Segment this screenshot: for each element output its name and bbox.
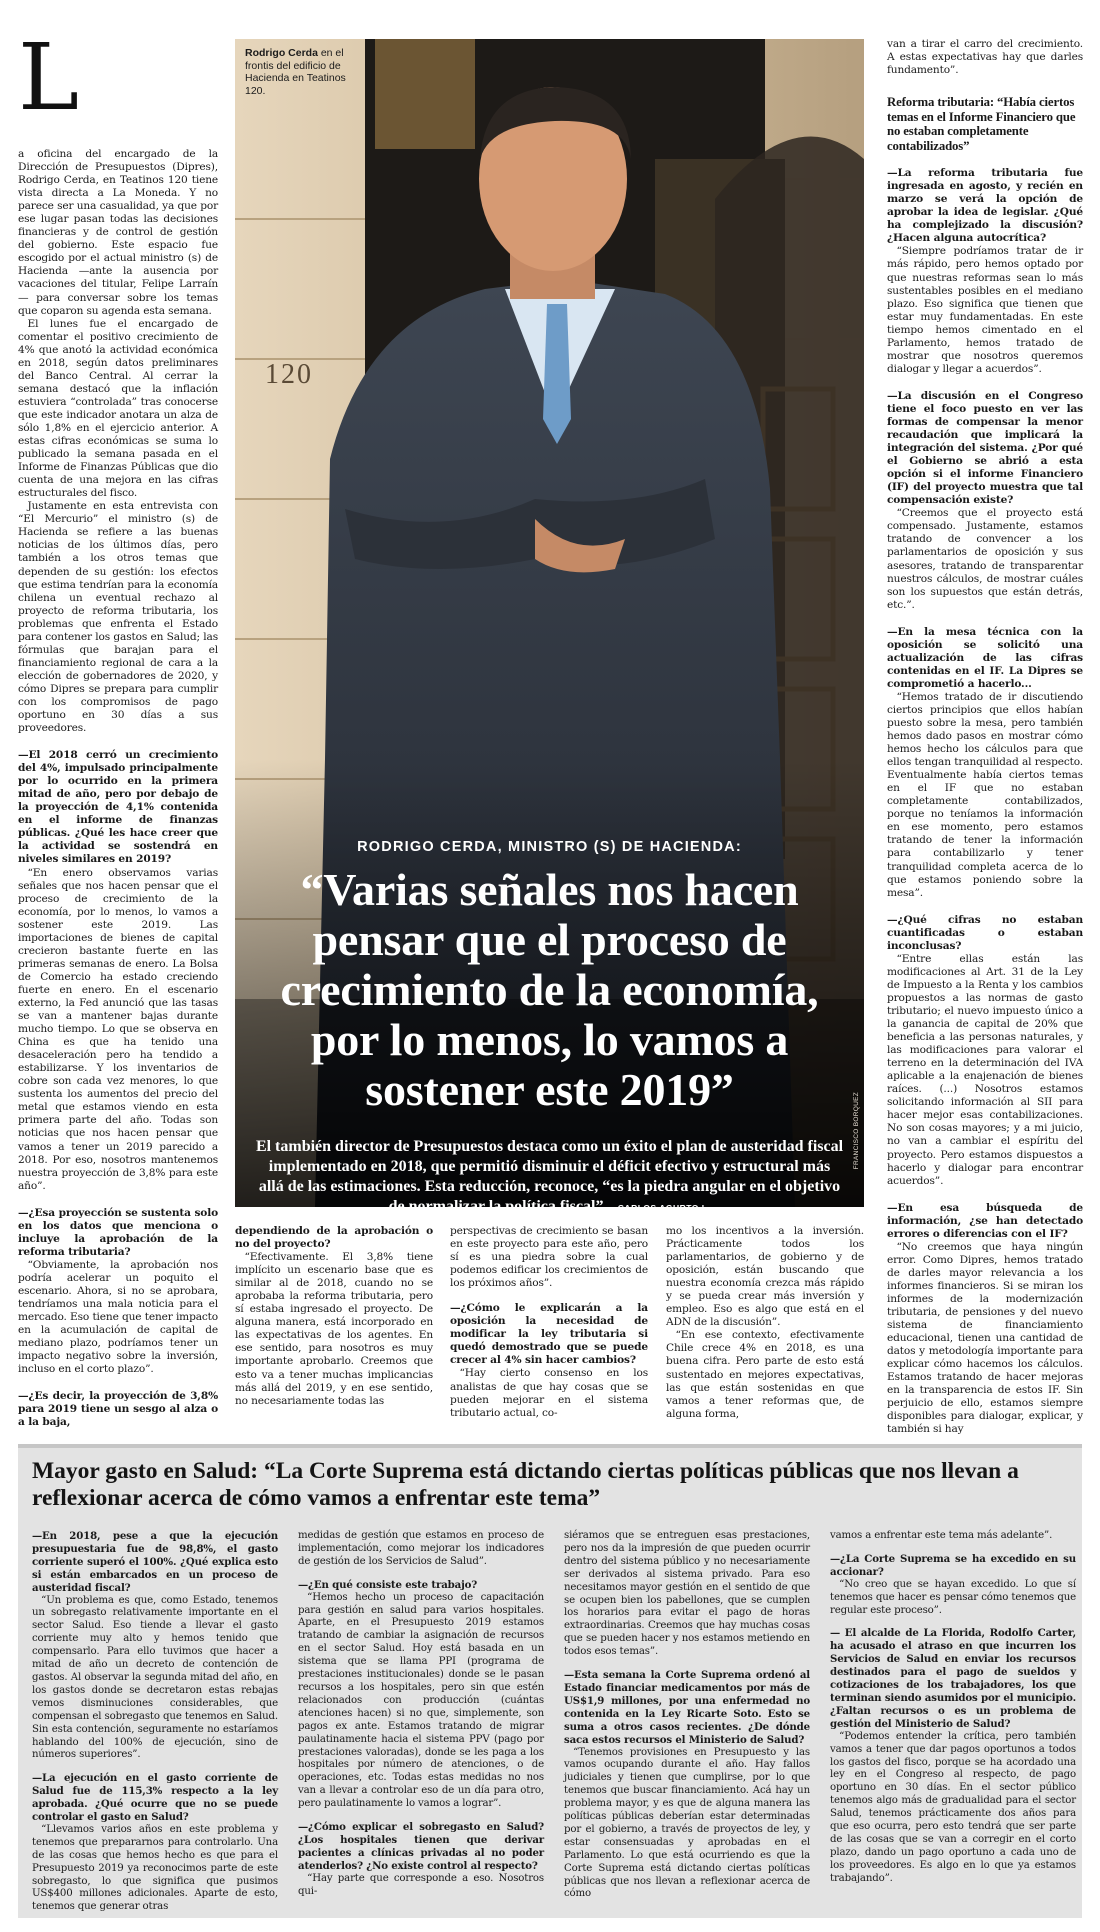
- answer: “Efectivamente. El 3,8% tiene implícito un escenario base que es similar al de 2018, cuando no se aprobaba la reforma tributaria, pero sí estaba ingresado el proyecto. De alguna manera, está incorporado en las expectativas de los agentes. En ese sentido, para nosotros es muy importante aprobarlo. Creemos que esto va a tener muchas implicancias más allá del 2019, y en ese sentido, no necesariamente todas las: [235, 1251, 433, 1407]
- question: dependiendo de la aprobación o no del proyecto?: [235, 1225, 433, 1251]
- answer: siéramos que se entreguen esas prestaciones, pero nos da la impresión de que pueden ocurrir dentro del sistema público y no necesariamente ser derivados al sistema privado. Para eso necesitamos mayor gestión en el sentido de que se ocupen bien los pabellones, que se cumplen los horarios para evitar el pago de horas extraordinarias. Creemos que hay muchas cosas que se pueden hacer y nos estamos metiendo en todos esos temas”.: [564, 1530, 810, 1658]
- question: —La reforma tributaria fue ingresada en agosto, y recién en marzo se verá la opción de aprobar la idea de legislar. ¿Qué ha complejizado la discusión? ¿Hacen alguna autocrítica?: [887, 167, 1083, 245]
- question: —¿La Corte Suprema se ha excedido en su accionar?: [830, 1552, 1076, 1578]
- answer: “En ese contexto, efectivamente Chile crece 4% en 2018, es una buena cifra. Pero parte de esto está sustentado en mejores expectativas, las que están sostenidas en que vamos a tener reformas que, de alguna forma,: [666, 1329, 864, 1420]
- answer: “Tenemos provisiones en Presupuesto y las vamos ocupando durante el año. Hay fallos judiciales y tienen que cumplirse, por lo que tenemos que buscar financiamiento. Acá hay un problema mayor, y es que de alguna manera las políticas públicas deberían estar determinadas por el gobierno, a través de proyectos de ley, y estar consensuadas y aprobadas en el Parlamento. Lo que está ocurriendo es que la Corte Suprema está dictando ciertas políticas públicas que nos llevan a reflexionar acerca de cómo: [564, 1746, 810, 1900]
- drop-cap: L: [18, 24, 79, 131]
- answer: “Podemos entender la crítica, pero también vamos a tener que dar pagos oportunos a todos los gastos del fisco, porque se ha acordado una ley en el Congreso al respecto, de pago oportuno en 30 días. En el sector público tenemos algo más de gradualidad para el sector Salud, tenemos prácticamente dos años para que eso ocurra, pero esto tendrá que ser parte de las cosas que se van a corregir en el corto plazo, dando un pago oportuno a cada uno de los proveedores. Es algo en lo que ya estamos trabajando”.: [830, 1730, 1076, 1884]
- question: — El alcalde de La Florida, Rodolfo Carter, ha acusado el atraso en que incurren los Servicios de Salud en enviar los recursos destinados para el pago de sueldos y cotizaciones de los trabajadores, los que terminan siendo asumidos por el municipio. ¿Faltan recursos o es un problema de gestión del Ministerio de Salud?: [830, 1627, 1076, 1730]
- sidebar-column-4: [830, 1530, 1076, 1886]
- headline-block: [235, 839, 864, 1218]
- answer: vamos a enfrentar este tema más adelante”.: [830, 1530, 1053, 1541]
- lower-column-2: [450, 1225, 648, 1420]
- photo-caption: Rodrigo Cerda en el frontis del edificio de Hacienda en Teatinos 120.: [245, 47, 346, 97]
- sidebar-column-3: [564, 1530, 810, 1901]
- question: —Esta semana la Corte Suprema ordenó al Estado financiar medicamentos por más de US$1,9 millones, por una enfermedad no contenida en la Ley Ricarte Soto. Esto se suma a otros casos recientes. ¿De dónde saca estos recursos el Ministerio de Salud?: [564, 1669, 810, 1746]
- column-left: [18, 24, 218, 1429]
- sidebar-title: Mayor gasto en Salud: “La Corte Suprema está dictando ciertas políticas públicas que nos llevan a reflexionar acerca de cómo vamos a enfrentar este tema”: [32, 1458, 1019, 1511]
- lower-column-1: [235, 1225, 433, 1408]
- question: —¿Es decir, la proyección de 3,8% para 2019 tiene un sesgo al alza o a la baja,: [18, 1390, 218, 1429]
- answer: medidas de gestión que estamos en proceso de implementación, como mejorar los indicadores de gestión de los Servicios de Salud”.: [298, 1530, 544, 1567]
- answer: “Hay cierto consenso en los analistas de que hay cosas que se pueden mejorar en el sistema tributario actual, co-: [450, 1367, 648, 1419]
- question: —La ejecución en el gasto corriente de Salud fue de 115,3% respecto a la ley aprobada. ¿Qué ocurre que no se puede controlar el gasto en Salud?: [32, 1772, 278, 1824]
- question: —La discusión en el Congreso tiene el foco puesto en ver las formas de compensar la menor recaudación que implicará la integración del sistema. ¿Por qué el Gobierno se abrió a esta opción si el informe Financiero (IF) del proyecto muestra que tal compensación existe?: [887, 389, 1083, 507]
- photo-credit: FRANCISCO BORQUEZ: [853, 1091, 860, 1169]
- answer: “Llevamos varios años en este problema y tenemos que prepararnos para controlarlo. Una de las cosas que hemos hecho es que para el Presupuesto 2019 ya reconocimos parte de este sobregasto, lo que significa que pusimos US$400 millones adicionales. Aparte de esto, tenemos que generar otras: [32, 1823, 278, 1913]
- question: —¿En qué consiste este trabajo?: [298, 1578, 478, 1591]
- question: —¿Cómo le explicarán a la oposición la necesidad de modificar la ley tributaria si quedó demostrado que se puede crecer al 4% sin hacer cambios?: [450, 1302, 648, 1367]
- question: —El 2018 cerró un crecimiento del 4%, impulsado principalmente por lo ocurrido en la primera mitad de año, pero por debajo de la proyección de 4,1% contenida en el informe de finanzas públicas. ¿Qué les hace creer que la actividad se sostendrá en niveles similares en 2019?: [18, 749, 218, 866]
- answer: perspectivas de crecimiento se basan en este proyecto para este año, pero sí es una piedra sobre la cual podemos edificar los crecimientos de los próximos años”.: [450, 1225, 648, 1290]
- headline: “Varias señales nos hacen pensar que el proceso de crecimiento de la economía, por lo menos, lo vamos a sostener este 2019”: [280, 864, 819, 1115]
- deck: El también director de Presupuestos destaca como un éxito el plan de austeridad fiscal implementado en 2018, que permitió disminuir el déficit efectivo y estructural más allá de las estimaciones. Esta reducción, reconoce, “es la piedra angular en el objetivo de normalizar la política fiscal”. • CARLOS AGURTO L.: [255, 1138, 844, 1215]
- sidebar-column-2: [298, 1530, 544, 1898]
- answer: “Hemos hecho un proceso de capacitación para gestión en salud para varios hospitales. Aparte, en el Presupuesto 2019 estamos tratando de cambiar la asignación de recursos en el sector Salud. Hoy está basada en un sistema que se llama PPI (programa de prestaciones institucionales) donde se le pasan recursos a los hospitales, pero sin que estén relacionados con producción (cuántas atenciones hacen) si no que, simplemente, son pagos ex ante. Estamos tratando de migrar paulatinamente hacia el sistema PPV (pago por prestaciones valoradas), donde se les paga a los hospitales por número de atenciones, o de operaciones, etc. Todas estas medidas no nos van a llevar a controlar eso de un día para otro, pero paulatinamente lo vamos a lograr”.: [298, 1591, 544, 1810]
- answer: “En enero observamos varias señales que nos hacen pensar que el proceso de crecimiento de la economía, por lo menos, lo vamos a sostener este 2019. Las importaciones de bienes de capital crecieron bastante fuerte en las primeras semanas de enero. La Bolsa de Comercio ha estado creciendo fuerte en enero. En el escenario externo, la Fed anunció que las tasas se van a mantener bajas durante mucho tiempo. Lo que se observa en China es que ha tenido una desaceleración pero ha tendido a estabilizarse. Y los inventarios de cobre son cada vez menores, lo que sustenta los aumentos del precio del metal que estamos viendo en esta primera parte del año. Todas son noticias que nos hacen pensar que vamos a tener un 2019 parecido a 2018. Por eso, nosotros mantenemos nuestra proyección de 3,8% para este año”.: [18, 866, 218, 1192]
- question: —¿Esa proyección se sustenta solo en los datos que menciona o incluye la aprobación de la reforma tributaria?: [18, 1206, 218, 1258]
- paragraph: El lunes fue el encargado de comentar el positivo crecimiento de 4% que anotó la actividad económica en 2018, según datos preliminares del Banco Central. Al cerrar la semana destacó que la inflación estuviera “controlada” tras conocerse que este indicador anotara un alza de sólo 1,8% en el ejercicio anterior. A estas cifras económicas se suma lo publicado la semana pasada en el Informe de Finanzas Públicas que dio cuenta de una mejora en las cifras estructurales del fisco.: [18, 317, 218, 500]
- subhead: Reforma tributaria: “Había ciertos temas en el Informe Financiero que no estaban completamente contabilizados”: [887, 95, 1076, 153]
- answer: “No creemos que haya ningún error. Como Dipres, hemos tratado de darles mayor relevancia a los informes financieros. Si se miran los informes de la modernización tributaria, de pensiones y del nuevo sistema de financiamiento educacional, tienen una cantidad de datos y metodología importante para explicar cómo hacemos los cálculos. Estamos tratando de hacer mejoras en la transparencia de estos IF. Sin perjuicio de ello, estamos siempre disponibles para dialogar, explicar, y también si hay: [887, 1240, 1083, 1436]
- question: —¿Cómo explicar el sobregasto en Salud? ¿Los hospitales tienen que derivar pacientes a clínicas privadas al no poder atenderlos? ¿No existe control al respecto?: [298, 1821, 544, 1872]
- sidebar-column-1: [32, 1530, 278, 1914]
- hero-photo: [235, 39, 864, 1215]
- answer: “Entre ellas están las modificaciones al Art. 31 de la Ley de Impuesto a la Renta y los cambios propuestos a las normas de gasto tributario; el nuevo impuesto único a la ganancia de capital de 20% que beneficia a las personas naturales, y las modificaciones para valorar el terreno en la determinación del IVA aplicable a la enajenación de bienes raíces. (...) Nosotros estamos solicitando información al SII para hacer mejor esas contabilizaciones. No son cosas mayores; y a mi juicio, no van a cambiar el espíritu del proyecto. Pero estamos dispuestos a hacerlo y dialogar para encontrar acuerdos”.: [887, 952, 1083, 1187]
- paragraph: Justamente en esta entrevista con “El Mercurio” el ministro (s) de Hacienda se refiere a las buenas noticias de los últimos días, pero también a los otros temas que dependen de su gestión: los efectos que estima tendrían para la economía chilena un eventual rechazo al proyecto de reforma tributaria, los problemas que enfrenta el Estado para contener los gastos en Salud; las fórmulas que barajan para el financiamiento regional de cara a la elección de gobernadores de 2020, y cómo Dipres se prepara para cumplir con los compromisos de pago oportuno en 30 días a sus proveedores.: [18, 500, 218, 735]
- question: —¿Qué cifras no estaban cuantificadas o estaban inconclusas?: [887, 913, 1083, 952]
- sidebar-box: [18, 1444, 1082, 1918]
- answer: “Hemos tratado de ir discutiendo ciertos principios que ellos habían puesto sobre la mesa, pero también hemos dado pasos en mostrar cómo hemos hecho los cálculos para que ellos tengan tranquilidad al respecto. Eventualmente había ciertos temas en el IF que no estaban completamente contabilizados, porque no teníamos la información en ese momento, pero estamos tratando de tener la información para contabilizarlo y tener tranquilidad completa acerca de lo que estamos poniendo sobre la mesa”.: [887, 690, 1083, 899]
- question: —En 2018, pese a que la ejecución presupuestaria fue de 98,8%, el gasto corriente superó el 100%. ¿Qué explica esto si están embarcados en un proceso de austeridad fiscal?: [32, 1530, 278, 1594]
- answer: mo los incentivos a la inversión. Prácticamente todos los parlamentarios, de gobierno y de oposición, están buscando que nuestra economía crezca más rápido y se pueda crear más inversión y empleo. Eso es algo que está en el ADN de la discusión”.: [666, 1225, 864, 1329]
- lower-column-3: [666, 1225, 864, 1421]
- column-right: [887, 38, 1083, 1437]
- answer: van a tirar el carro del crecimiento. A estas expectativas hay que darles fundamento”.: [887, 38, 1083, 77]
- answer: “Hay parte que corresponde a eso. Nosotros qui-: [298, 1872, 544, 1897]
- deck-credit: • CARLOS AGURTO L.: [611, 1203, 711, 1213]
- kicker: RODRIGO CERDA, MINISTRO (S) DE HACIENDA:: [357, 839, 742, 855]
- answer: “Creemos que el proyecto está compensado. Justamente, estamos tratando de convencer a los parlamentarios de oposición y sus asesores, tratando de transparentar nuestros cálculos, de mostrar cuáles son los supuestos que están detrás, etc.”.: [887, 507, 1083, 611]
- door-number: 120: [265, 359, 313, 390]
- answer: “Un problema es que, como Estado, tenemos un sobregasto relativamente importante en el sector Salud. Eso tiende a llevar el gasto corriente muy alto y hemos tenido que compensarlo. Para ello tuvimos que hacer a mitad de año un decreto de contención de gastos. Al observar la segunda mitad del año, en los gastos donde se decretaron estas rebajas vemos disminuciones considerables, que compensan el sobregasto que tenemos en Salud. Sin esta contención, seguramente no estaríamos hablando del 100% de ejecución, sino de números superiores”.: [32, 1594, 278, 1761]
- question: —En esa búsqueda de información, ¿se han detectado errores o diferencias con el IF?: [887, 1201, 1083, 1240]
- answer: “Obviamente, la aprobación nos podría acelerar un poquito el escenario. Ahora, si no se aprobara, tendríamos una mala noticia para el mercado. Eso tiene que tener impacto en la acumulación de capital de mediano plazo, podríamos tener un impacto negativo sobre la inversión, incluso en el corto plazo”.: [18, 1258, 218, 1376]
- intro-paragraph: L a oficina del encargado de la Dirección de Presupuestos (Dipres), Rodrigo Cerda, en Teatinos 120 tiene vista directa a La Moneda. Y no parece ser una casualidad, ya que por ese lugar pasan todas las decisiones financieras y de control de gestión del gobierno. Este espacio fue escogido por el actual ministro (s) de Hacienda —ante la ausencia por vacaciones del titular, Felipe Larraín— para conversar sobre los temas que coparon su agenda esta semana.: [18, 24, 218, 317]
- answer: “Siempre podríamos tratar de ir más rápido, pero hemos optado por que nuestras reformas sean lo más sustentables posibles en el mediano plazo. Eso significa que tienen que estar muy fundamentadas. En este tiempo hemos cimentado en el Parlamento, hemos tratado de mostrar que nosotros queremos dialogar y llegar a acuerdos”.: [887, 245, 1083, 375]
- question: —En la mesa técnica con la oposición se solicitó una actualización de las cifras contenidas en el IF. La Dipres se comprometió a hacerlo...: [887, 625, 1083, 690]
- answer: “No creo que se hayan excedido. Lo que sí tenemos que hacer es pensar cómo tenemos que regular este proceso”.: [830, 1578, 1076, 1616]
